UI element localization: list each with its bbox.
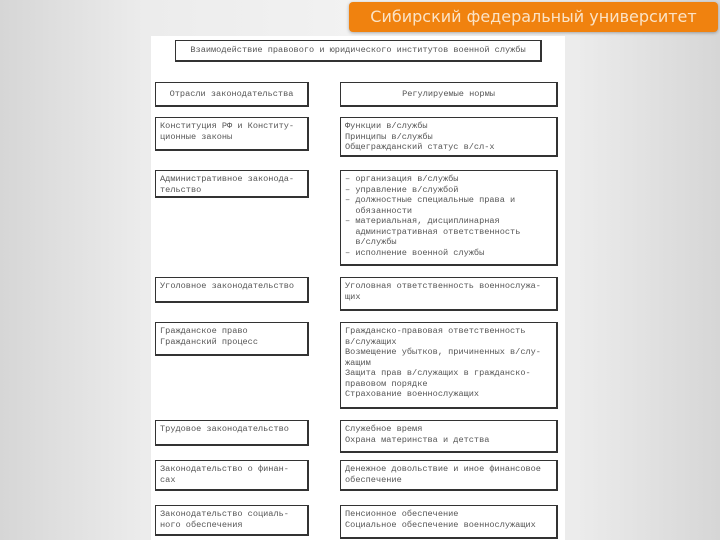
diagram-title: Взаимодействие правового и юридического институтов военной службы bbox=[175, 40, 542, 62]
text-line: Защита прав в/служащих в гражданско- bbox=[345, 368, 531, 378]
text-line: административная ответственность bbox=[345, 226, 521, 237]
text-line: Законодательство о финан- bbox=[160, 464, 289, 474]
row-3-left-box bbox=[155, 277, 309, 303]
row-1-left-box bbox=[155, 117, 309, 151]
text-line: обязанности bbox=[345, 205, 413, 216]
text-line: Трудовое законодательство bbox=[160, 424, 289, 434]
text-line: Общегражданский статус в/сл-х bbox=[345, 142, 495, 152]
text-line: – должностные специальные права и bbox=[345, 195, 516, 205]
text-line: Гражданско-правовая ответственность bbox=[345, 326, 526, 336]
text-line: Принципы в/службы bbox=[345, 131, 433, 142]
text-line: Социальное обеспечение военнослужащих bbox=[345, 519, 536, 530]
text-line: Пенсионное обеспечение bbox=[345, 509, 459, 519]
text-line: Денежное довольствие и иное финансовое bbox=[345, 464, 541, 474]
row-6-left-box bbox=[155, 460, 309, 491]
header-left: Отрасли законодательства bbox=[155, 82, 309, 107]
text-line: щих bbox=[345, 291, 361, 302]
text-line: Уголовная ответственность военнослужа- bbox=[345, 281, 541, 291]
text-line: Охрана материнства и детства bbox=[345, 434, 490, 445]
row-4-left-box bbox=[155, 322, 309, 356]
text-line: жащим bbox=[345, 357, 371, 368]
row-7-right-box bbox=[340, 505, 558, 539]
text-line: Административное законода- bbox=[160, 174, 295, 184]
header-right: Регулируемые нормы bbox=[340, 82, 558, 107]
text-line: Конституция РФ и Конститу- bbox=[160, 121, 295, 131]
text-line: Законодательство социаль- bbox=[160, 509, 289, 519]
text-line: правовом порядке bbox=[345, 378, 428, 389]
row-2-right-box bbox=[340, 170, 558, 266]
row-4-right-box bbox=[340, 322, 558, 409]
text-line: – исполнение военной службы bbox=[345, 247, 485, 258]
text-line: Возмещение убытков, причиненных в/слу- bbox=[345, 347, 541, 357]
row-2-left-box bbox=[155, 170, 309, 198]
row-7-left-box bbox=[155, 505, 309, 536]
text-line: Уголовное законодательство bbox=[160, 281, 295, 291]
row-5-right-box bbox=[340, 420, 558, 453]
row-3-right-box bbox=[340, 277, 558, 311]
text-line: тельство bbox=[160, 184, 202, 195]
text-line: Служебное время bbox=[345, 424, 423, 434]
text-line: Гражданский процесс bbox=[160, 336, 258, 347]
text-line: ционные законы bbox=[160, 131, 233, 142]
text-line: обеспечение bbox=[345, 474, 402, 485]
text-line: – организация в/службы bbox=[345, 174, 459, 184]
text-line: в/служащих bbox=[345, 336, 397, 347]
text-line: Страхование военнослужащих bbox=[345, 389, 480, 399]
row-5-left-box bbox=[155, 420, 309, 446]
text-line: сах bbox=[160, 474, 176, 485]
university-banner: Сибирский федеральный университет bbox=[349, 2, 718, 32]
text-line: Гражданское право bbox=[160, 326, 248, 336]
row-6-right-box bbox=[340, 460, 558, 491]
document-page bbox=[151, 36, 565, 540]
text-line: Функции в/службы bbox=[345, 121, 428, 131]
row-1-right-box bbox=[340, 117, 558, 157]
text-line: ного обеспечения bbox=[160, 519, 243, 530]
text-line: в/службы bbox=[345, 237, 397, 247]
text-line: – управление в/службой bbox=[345, 184, 459, 195]
text-line: – материальная, дисциплинарная bbox=[345, 216, 500, 226]
